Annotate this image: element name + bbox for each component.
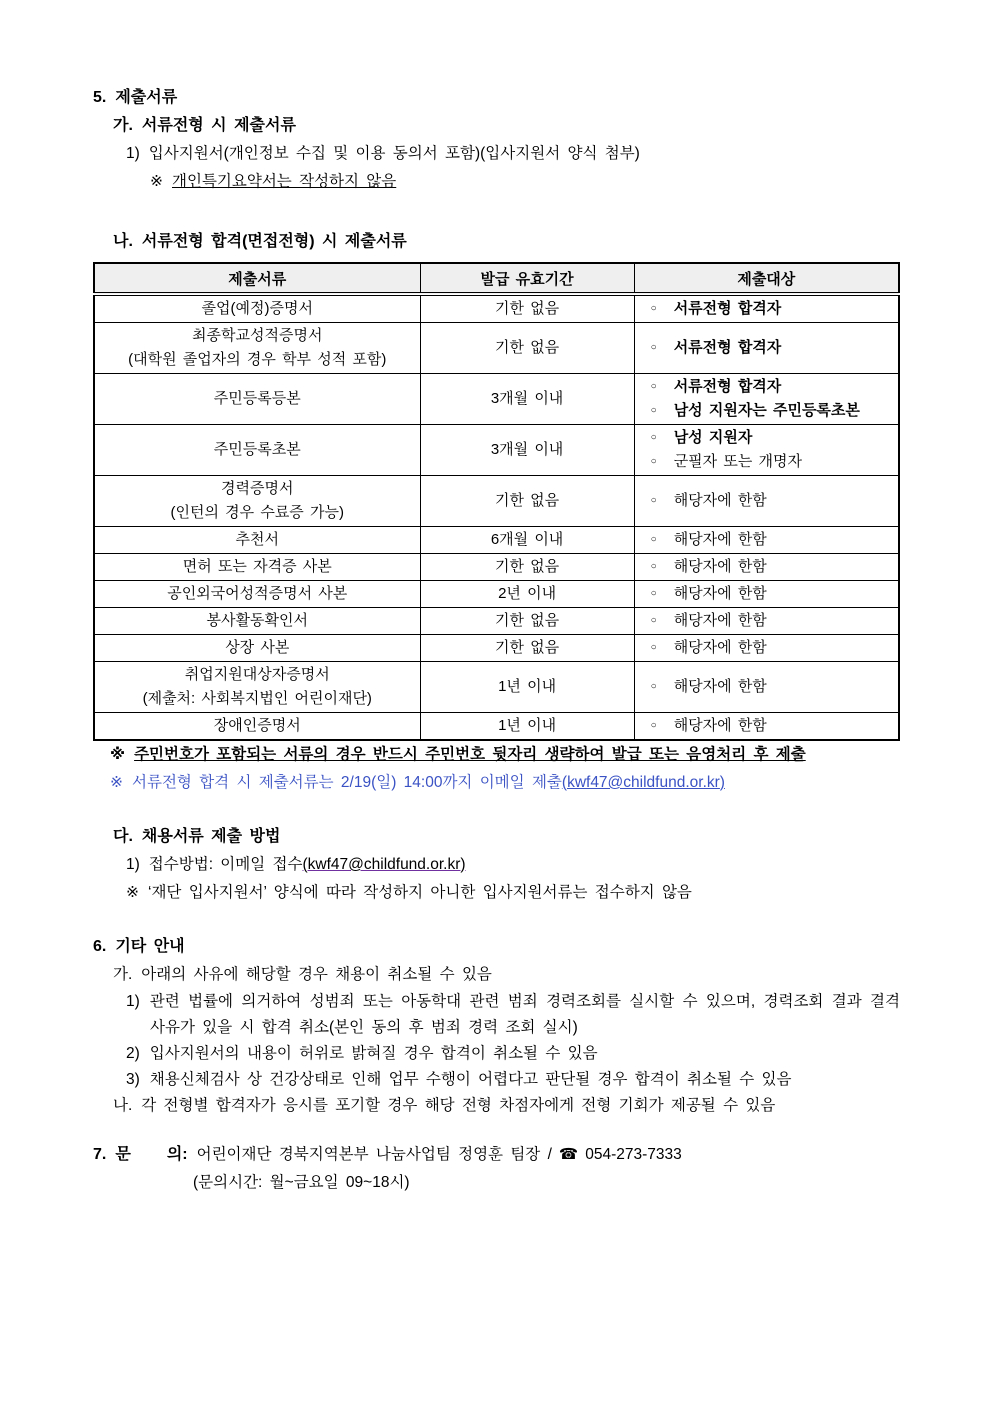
item-number: 3) bbox=[126, 1071, 140, 1088]
target-line bbox=[641, 399, 892, 423]
target-line bbox=[641, 582, 892, 606]
validity-cell: 기한 없음 bbox=[420, 323, 634, 374]
target-line bbox=[641, 714, 892, 738]
document-name-cell bbox=[94, 554, 420, 581]
target-line bbox=[641, 450, 892, 474]
item-number: 1) bbox=[126, 993, 140, 1010]
table-row bbox=[94, 374, 899, 425]
email-link[interactable]: kwf47@childfund.or.kr bbox=[567, 774, 720, 791]
document-name-line: 봉사활동확인서 bbox=[206, 612, 308, 629]
item-number: 1) bbox=[126, 145, 140, 162]
section-5a-label: 가. bbox=[113, 117, 133, 134]
table-row bbox=[94, 608, 899, 635]
section-5a-title: 서류전형 시 제출서류 bbox=[141, 117, 296, 134]
section-6-title: 기타 안내 bbox=[115, 938, 185, 955]
document-name-line: 졸업(예정)증명서 bbox=[201, 300, 313, 317]
validity-cell: 기한 없음 bbox=[420, 476, 634, 527]
reference-mark: ※ bbox=[110, 746, 126, 763]
target-text: 군필자 또는 개명자 bbox=[673, 453, 802, 470]
s6-item-2 bbox=[93, 1041, 900, 1067]
validity-cell: 6개월 이내 bbox=[420, 527, 634, 554]
table-header bbox=[94, 263, 899, 294]
target-text: 해당자에 한함 bbox=[673, 531, 767, 548]
target-cell bbox=[634, 527, 899, 554]
validity-cell: 2년 이내 bbox=[420, 581, 634, 608]
section-5b-heading bbox=[93, 228, 900, 256]
target-text: 해당자에 한함 bbox=[673, 492, 767, 509]
circle-bullet-icon: ○ bbox=[650, 561, 657, 572]
item-text: 채용신체검사 상 건강상태로 인해 업무 수행이 어렵다고 판단될 경우 합격이 취소될 수 있음 bbox=[149, 1071, 792, 1088]
item-text: 입사지원서(개인정보 수집 및 이용 동의서 포함)(입사지원서 양식 첨부) bbox=[148, 145, 640, 162]
target-line bbox=[641, 489, 892, 513]
validity-cell: 기한 없음 bbox=[420, 294, 634, 323]
document-name-line: 상장 사본 bbox=[225, 639, 290, 656]
circle-bullet-icon: ○ bbox=[650, 681, 657, 692]
submission-table-body bbox=[94, 294, 899, 740]
item-text: 관련 법률에 의거하여 성범죄 또는 아동학대 관련 범죄 경력조회를 실시할 수 있으며, 경력조회 결과 결격사유가 있을 시 합격 취소(본인 동의 후 범죄 경력 조회 실시) bbox=[149, 993, 900, 1036]
contact-hours-text: (문의시간: 월~금요일 09~18시) bbox=[193, 1174, 410, 1191]
note-text: 주민번호가 포함되는 서류의 경우 반드시 주민번호 뒷자리 생략하여 발급 또는 음영처리 후 제출 bbox=[134, 746, 806, 763]
target-cell bbox=[634, 713, 899, 741]
note-text: 개인특기요약서는 작성하지 않음 bbox=[172, 173, 397, 190]
s6-na-line bbox=[93, 1093, 900, 1119]
section-5a-heading bbox=[93, 112, 900, 140]
document-name-line: (인턴의 경우 수료증 가능) bbox=[170, 504, 344, 521]
target-text: 서류전형 합격자 bbox=[673, 339, 782, 356]
col-header-document: 제출서류 bbox=[94, 263, 420, 294]
note-text: 서류전형 합격 시 제출서류는 2/19(일) 14:00까지 이메일 제출 bbox=[132, 774, 562, 791]
target-text: 서류전형 합격자 bbox=[673, 300, 782, 317]
target-cell bbox=[634, 662, 899, 713]
table-row bbox=[94, 635, 899, 662]
document-name-line: (제출처: 사회복지법인 어린이재단) bbox=[142, 690, 372, 707]
subsection-label: 나. bbox=[113, 1097, 133, 1114]
phone-number: 054-273-7333 bbox=[585, 1146, 682, 1163]
target-line bbox=[641, 675, 892, 699]
circle-bullet-icon: ○ bbox=[650, 534, 657, 545]
circle-bullet-icon: ○ bbox=[650, 405, 657, 416]
item-text: 접수방법: 이메일 접수 bbox=[148, 856, 303, 873]
table-row bbox=[94, 294, 899, 323]
document-name-cell bbox=[94, 581, 420, 608]
validity-cell: 3개월 이내 bbox=[420, 425, 634, 476]
section-5c-label: 다. bbox=[113, 828, 133, 845]
target-line bbox=[641, 426, 892, 450]
table-row bbox=[94, 425, 899, 476]
section-5-number: 5. bbox=[93, 89, 107, 106]
target-cell bbox=[634, 635, 899, 662]
email-link[interactable]: kwf47@childfund.or.kr bbox=[307, 856, 461, 873]
email-deadline-note bbox=[93, 769, 900, 797]
circle-bullet-icon: ○ bbox=[650, 615, 657, 626]
circle-bullet-icon: ○ bbox=[650, 642, 657, 653]
document-name-cell bbox=[94, 527, 420, 554]
document-name-cell bbox=[94, 608, 420, 635]
document-name-cell bbox=[94, 476, 420, 527]
target-line bbox=[641, 636, 892, 660]
paren-close: ) bbox=[719, 774, 725, 791]
circle-bullet-icon: ○ bbox=[650, 303, 657, 314]
col-header-validity: 발급 유효기간 bbox=[420, 263, 634, 294]
target-line bbox=[641, 297, 892, 321]
section-6-heading bbox=[93, 933, 900, 961]
item-text: 입사지원서의 내용이 허위로 밝혀질 경우 합격이 취소될 수 있음 bbox=[149, 1045, 598, 1062]
table-row bbox=[94, 476, 899, 527]
table-row bbox=[94, 554, 899, 581]
target-line bbox=[641, 336, 892, 360]
target-cell bbox=[634, 608, 899, 635]
section-5c-title: 채용서류 제출 방법 bbox=[141, 828, 281, 845]
target-text: 남성 지원자는 주민등록초본 bbox=[673, 402, 860, 419]
reference-mark: ※ bbox=[110, 774, 123, 791]
circle-bullet-icon: ○ bbox=[650, 720, 657, 731]
circle-bullet-icon: ○ bbox=[650, 342, 657, 353]
circle-bullet-icon: ○ bbox=[650, 432, 657, 443]
target-cell bbox=[634, 323, 899, 374]
subsection-label: 가. bbox=[113, 966, 133, 983]
circle-bullet-icon: ○ bbox=[650, 381, 657, 392]
section-6-number: 6. bbox=[93, 938, 107, 955]
target-cell bbox=[634, 581, 899, 608]
section-5c-heading bbox=[93, 823, 900, 851]
validity-cell: 기한 없음 bbox=[420, 554, 634, 581]
circle-bullet-icon: ○ bbox=[650, 495, 657, 506]
table-row bbox=[94, 581, 899, 608]
contact-hours bbox=[93, 1169, 900, 1197]
target-cell bbox=[634, 476, 899, 527]
target-cell bbox=[634, 374, 899, 425]
document-name-line: 주민등록초본 bbox=[213, 441, 301, 458]
paren-close: ) bbox=[460, 856, 466, 873]
section-5b-title: 서류전형 합격(면접전형) 시 제출서류 bbox=[141, 233, 407, 250]
s5c-item-1 bbox=[93, 851, 900, 879]
note-text: ‘재단 입사지원서’ 양식에 따라 작성하지 아니한 입사지원서류는 접수하지 않음 bbox=[148, 884, 692, 901]
s6-item-3 bbox=[93, 1067, 900, 1093]
header-row bbox=[94, 263, 899, 294]
paren-open: ( bbox=[561, 774, 568, 791]
document-name-line: 장애인증명서 bbox=[213, 717, 301, 734]
section-7-contact bbox=[93, 1141, 900, 1169]
s6-item-1 bbox=[93, 989, 900, 1041]
validity-cell: 1년 이내 bbox=[420, 713, 634, 741]
document-name-cell bbox=[94, 294, 420, 323]
section-5b-label: 나. bbox=[113, 233, 133, 250]
reference-mark: ※ bbox=[150, 173, 163, 190]
document-name-line: 주민등록등본 bbox=[213, 390, 301, 407]
validity-cell: 3개월 이내 bbox=[420, 374, 634, 425]
target-text: 해당자에 한함 bbox=[673, 612, 767, 629]
paren-open: ( bbox=[302, 856, 308, 873]
reference-mark: ※ bbox=[126, 884, 139, 901]
submission-documents-table bbox=[93, 262, 900, 741]
contact-label-right: 의: bbox=[166, 1146, 188, 1163]
table-row bbox=[94, 527, 899, 554]
s6-ga-line bbox=[93, 961, 900, 989]
circle-bullet-icon: ○ bbox=[650, 456, 657, 467]
document-name-cell bbox=[94, 713, 420, 741]
document-name-line: 최종학교성적증명서 bbox=[192, 327, 323, 344]
target-text: 해당자에 한함 bbox=[673, 717, 767, 734]
target-line bbox=[641, 609, 892, 633]
col-header-target: 제출대상 bbox=[634, 263, 899, 294]
document-name-cell bbox=[94, 662, 420, 713]
table-row bbox=[94, 323, 899, 374]
resident-number-note bbox=[93, 741, 900, 769]
validity-cell: 기한 없음 bbox=[420, 608, 634, 635]
contact-text: 어린이재단 경북지역본부 나눔사업팀 정영훈 팀장 / bbox=[196, 1146, 552, 1163]
table-row bbox=[94, 713, 899, 741]
target-text: 해당자에 한함 bbox=[673, 639, 767, 656]
target-text: 서류전형 합격자 bbox=[673, 378, 782, 395]
document-name-line: 면허 또는 자격증 사본 bbox=[182, 558, 332, 575]
target-cell bbox=[634, 554, 899, 581]
target-line bbox=[641, 528, 892, 552]
section-5-title: 제출서류 bbox=[115, 89, 178, 106]
target-cell bbox=[634, 425, 899, 476]
target-cell bbox=[634, 294, 899, 323]
document-name-cell bbox=[94, 635, 420, 662]
item-number: 2) bbox=[126, 1045, 140, 1062]
contact-label-left: 문 bbox=[115, 1146, 131, 1163]
document-name-cell bbox=[94, 425, 420, 476]
document-name-line: 경력증명서 bbox=[221, 480, 294, 497]
document-name-cell bbox=[94, 323, 420, 374]
document-name-line: (대학원 졸업자의 경우 학부 성적 포함) bbox=[128, 351, 387, 368]
subsection-text: 아래의 사유에 해당할 경우 채용이 취소될 수 있음 bbox=[141, 966, 492, 983]
s5a-note bbox=[93, 168, 900, 196]
target-text: 해당자에 한함 bbox=[673, 558, 767, 575]
validity-cell: 1년 이내 bbox=[420, 662, 634, 713]
section-5-heading bbox=[93, 84, 900, 112]
subsection-text: 각 전형별 합격자가 응시를 포기할 경우 해당 전형 차점자에게 전형 기회가 제공될 수 있음 bbox=[141, 1097, 776, 1114]
s5c-note bbox=[93, 879, 900, 907]
document-name-cell bbox=[94, 374, 420, 425]
target-text: 남성 지원자 bbox=[673, 429, 753, 446]
target-text: 해당자에 한함 bbox=[673, 678, 767, 695]
target-line bbox=[641, 555, 892, 579]
target-text: 해당자에 한함 bbox=[673, 585, 767, 602]
section-7-number: 7. bbox=[93, 1146, 107, 1163]
table-row bbox=[94, 662, 899, 713]
document-name-line: 취업지원대상자증명서 bbox=[184, 666, 330, 683]
document-name-line: 추천서 bbox=[235, 531, 279, 548]
document-name-line: 공인외국어성적증명서 사본 bbox=[167, 585, 348, 602]
circle-bullet-icon: ○ bbox=[650, 588, 657, 599]
phone-icon: ☎ bbox=[558, 1146, 579, 1163]
item-number: 1) bbox=[126, 856, 140, 873]
target-line bbox=[641, 375, 892, 399]
validity-cell: 기한 없음 bbox=[420, 635, 634, 662]
s5a-item-1 bbox=[93, 140, 900, 168]
